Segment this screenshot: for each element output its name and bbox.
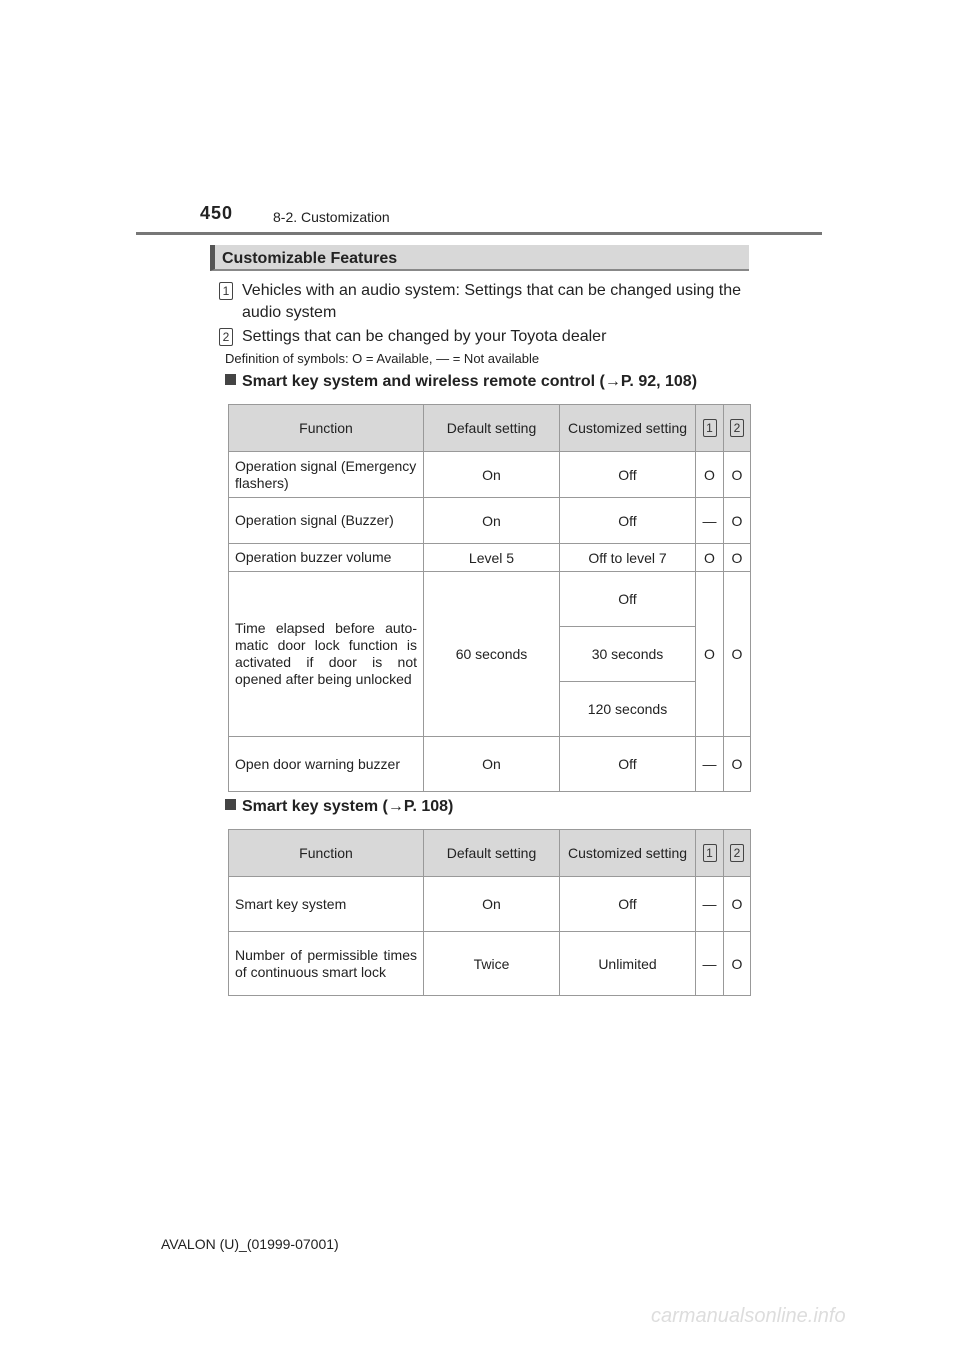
- custom-option-cell: 30 seconds: [560, 627, 696, 682]
- availability-1-cell: O: [696, 544, 724, 572]
- section-title: 8-2. Customization: [273, 209, 390, 225]
- availability-1-cell: O: [696, 572, 724, 737]
- custom-cell: Off to level 7: [560, 544, 696, 572]
- document-footer: AVALON (U)_(01999-07001): [161, 1236, 339, 1252]
- col-header-customized: Customized setting: [560, 830, 696, 877]
- table-row: [229, 932, 751, 996]
- note-dealer: [219, 328, 607, 346]
- custom-cell: Unlimited: [560, 932, 696, 996]
- table1-heading-text: Smart key system and wireless remote control (→P. 92, 108): [242, 373, 698, 390]
- table-row: [229, 498, 751, 544]
- note-number-2-badge: 2: [219, 328, 233, 346]
- table2-heading-text: Smart key system (→P. 108): [242, 798, 454, 815]
- function-cell: Open door warning buzzer: [229, 737, 424, 792]
- function-cell: Operation buzzer volume: [229, 544, 424, 572]
- header-rule: [136, 232, 822, 235]
- custom-cell: Off: [560, 452, 696, 498]
- custom-cell: Off: [560, 737, 696, 792]
- square-bullet-icon: [225, 374, 236, 385]
- availability-2-cell: O: [724, 932, 751, 996]
- custom-option-cell: Off: [560, 572, 696, 627]
- availability-1-cell: —: [696, 932, 724, 996]
- availability-2-cell: O: [724, 737, 751, 792]
- default-cell: Level 5: [424, 544, 560, 572]
- availability-1-cell: —: [696, 737, 724, 792]
- table-row: [229, 877, 751, 932]
- note-2-text: Settings that can be changed by your Toyota dealer: [242, 328, 607, 345]
- smart-key-wireless-table: [228, 404, 751, 792]
- table-row: [229, 737, 751, 792]
- note-audio-system: [219, 280, 759, 321]
- table-header-row: [229, 405, 751, 452]
- availability-1-cell: O: [696, 452, 724, 498]
- col-header-1: [696, 830, 724, 877]
- default-cell: On: [424, 452, 560, 498]
- table-header-row: [229, 830, 751, 877]
- col-header-function: Function: [229, 405, 424, 452]
- note-number-1-badge: 1: [219, 282, 233, 300]
- watermark: carmanualsonline.info: [651, 1305, 846, 1327]
- number-1-badge: 1: [703, 844, 717, 862]
- availability-1-cell: —: [696, 877, 724, 932]
- col-header-default: Default setting: [424, 830, 560, 877]
- number-2-badge: 2: [730, 844, 744, 862]
- table-row: [229, 452, 751, 498]
- default-cell: On: [424, 877, 560, 932]
- availability-2-cell: O: [724, 452, 751, 498]
- number-1-badge: 1: [703, 419, 717, 437]
- availability-2-cell: O: [724, 544, 751, 572]
- col-header-2: [724, 405, 751, 452]
- col-header-function: Function: [229, 830, 424, 877]
- default-cell: On: [424, 737, 560, 792]
- table-row: [229, 544, 751, 572]
- function-cell: Smart key system: [229, 877, 424, 932]
- col-header-default: Default setting: [424, 405, 560, 452]
- note-1-text: Vehicles with an audio system: Settings that can be changed using the audio system: [242, 282, 741, 321]
- page-number: 450: [200, 203, 234, 223]
- table2-heading: [225, 798, 453, 816]
- custom-cell: Off: [560, 877, 696, 932]
- symbol-definitions: Definition of symbols: O = Available, — = Not available: [225, 351, 540, 366]
- features-title: Customizable Features: [222, 250, 398, 267]
- function-cell: Time elapsed before auto-matic door lock function is activated if door is not opened after being unlocked: [229, 572, 424, 737]
- function-cell: Number of permissible times of continuous smart lock: [229, 932, 424, 996]
- col-header-customized: Customized setting: [560, 405, 696, 452]
- table-row: [229, 572, 751, 627]
- table1-heading: [225, 373, 697, 391]
- col-header-2: [724, 830, 751, 877]
- number-2-badge: 2: [730, 419, 744, 437]
- custom-option-cell: 120 seconds: [560, 682, 696, 737]
- function-cell: Operation signal (Buzzer): [229, 498, 424, 544]
- default-cell: Twice: [424, 932, 560, 996]
- availability-1-cell: —: [696, 498, 724, 544]
- smart-key-table: [228, 829, 751, 996]
- custom-cell: Off: [560, 498, 696, 544]
- col-header-1: [696, 405, 724, 452]
- availability-2-cell: O: [724, 877, 751, 932]
- availability-2-cell: O: [724, 572, 751, 737]
- default-cell: 60 seconds: [424, 572, 560, 737]
- square-bullet-icon: [225, 799, 236, 810]
- availability-2-cell: O: [724, 498, 751, 544]
- function-cell: Operation signal (Emergency flashers): [229, 452, 424, 498]
- default-cell: On: [424, 498, 560, 544]
